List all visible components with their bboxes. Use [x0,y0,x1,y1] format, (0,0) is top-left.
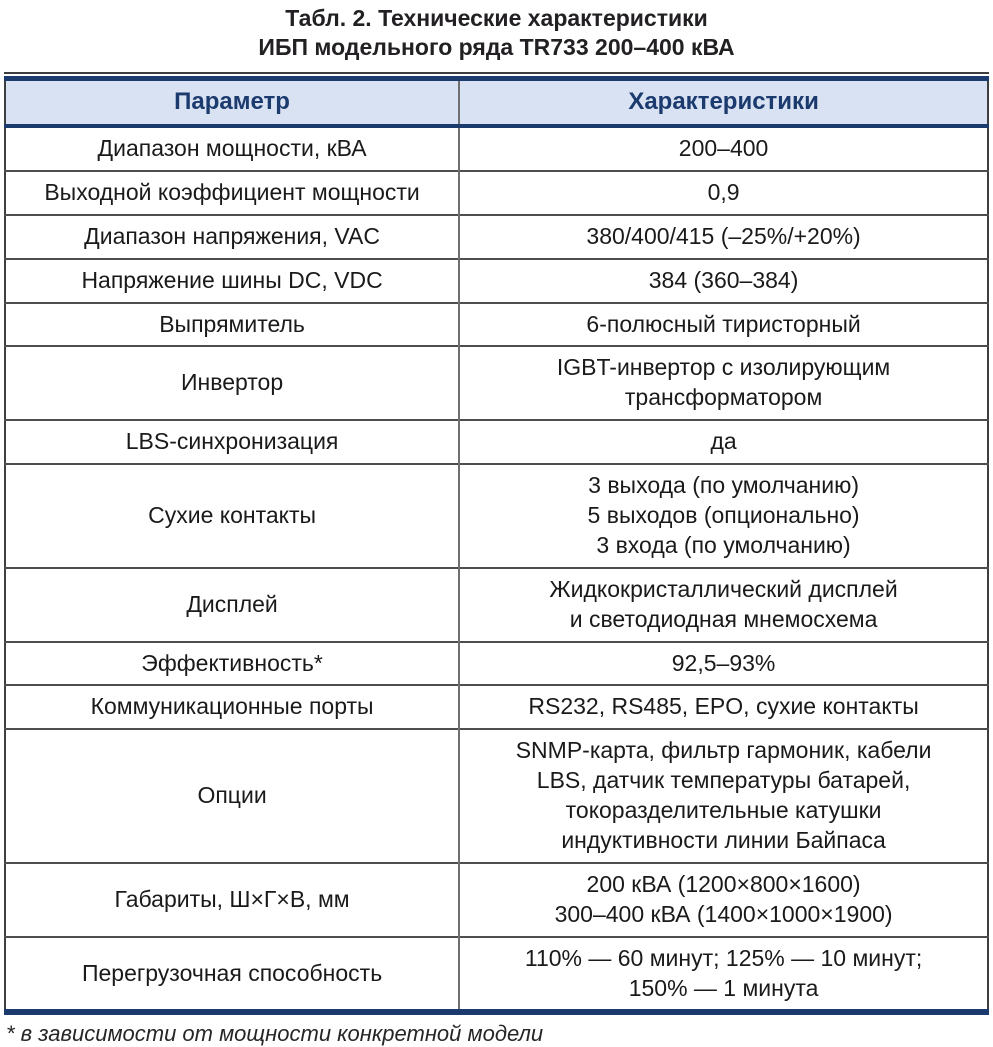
value-line: SNMP-карта, фильтр гармоник, кабели [515,737,932,764]
table-row [5,937,988,1013]
value-cell [459,215,988,259]
header-row [5,78,988,126]
param-cell: Выходной коэффициент мощности [5,171,459,215]
value-line: 6-полюсный тиристорный [586,310,861,337]
value-cell [459,642,988,686]
table-row [5,346,988,420]
value-line: 300–400 кВА (1400×1000×1900) [554,900,893,927]
value-cell [459,303,988,347]
table-title-line1: Табл. 2. Технические характеристики [285,5,708,31]
table-row [5,863,988,937]
param-cell: Напряжение шины DC, VDC [5,259,459,303]
param-cell: Выпрямитель [5,303,459,347]
value-line: 200 кВА (1200×800×1600) [586,870,861,897]
table-row [5,215,988,259]
value-line: LBS, датчик температуры батарей, [536,767,911,794]
value-line: RS232, RS485, EPO, сухие контакты [528,693,919,720]
value-cell [459,685,988,729]
param-cell: Инвертор [5,346,459,420]
value-line: 3 входа (по умолчанию) [596,531,851,558]
param-cell: Дисплей [5,568,459,642]
table-row [5,126,988,171]
table-row [5,685,988,729]
param-cell: LBS-синхронизация [5,420,459,464]
value-line: трансформатором [624,384,823,411]
value-line: 110% — 60 минут; 125% — 10 минут; [524,944,923,971]
footnote: * в зависимости от мощности конкретной модели [6,1021,544,1047]
value-line: 0,9 [707,178,740,205]
table-row [5,259,988,303]
table-row [5,420,988,464]
param-cell: Габариты, Ш×Г×В, мм [5,863,459,937]
value-line: токоразделительные катушки [565,797,882,824]
table-title [0,0,993,62]
value-line: да [710,428,737,455]
value-cell [459,420,988,464]
value-line: 3 выхода (по умолчанию) [588,472,859,499]
param-cell: Опции [5,729,459,863]
param-cell: Диапазон напряжения, VAC [5,215,459,259]
param-cell: Коммуникационные порты [5,685,459,729]
value-cell [459,259,988,303]
table-row [5,642,988,686]
value-cell [459,729,988,863]
table-wrapper [4,72,989,1015]
table-title-line2: ИБП модельного ряда TR733 200–400 кВА [258,33,735,60]
param-cell: Эффективность* [5,642,459,686]
table-row [5,568,988,642]
value-line: индуктивности линии Байпаса [561,826,886,853]
param-cell: Диапазон мощности, кВА [5,126,459,171]
value-line: 200–400 [678,134,769,161]
value-cell [459,126,988,171]
value-cell [459,171,988,215]
table-row [5,303,988,347]
value-line: 380/400/415 (–25%/+20%) [586,222,861,249]
value-cell [459,346,988,420]
param-cell: Перегрузочная способность [5,937,459,1013]
value-line: 92,5–93% [671,649,776,676]
value-line: и светодиодная мнемосхема [569,605,878,632]
column-header-characteristics: Характеристики [459,78,988,126]
value-line: 150% — 1 минута [628,974,819,1001]
param-cell: Сухие контакты [5,464,459,568]
table-body [5,126,988,1012]
value-cell [459,568,988,642]
column-header-parameter: Параметр [5,78,459,126]
table-row [5,464,988,568]
value-line: 384 (360–384) [648,266,799,293]
value-cell [459,863,988,937]
value-line: Жидкокристаллический дисплей [549,575,898,602]
value-cell [459,464,988,568]
spec-table [4,76,989,1015]
value-line: 5 выходов (опционально) [587,501,860,528]
value-cell [459,937,988,1013]
value-line: IGBT-инвертор с изолирующим [556,354,891,381]
table-row [5,729,988,863]
table-row [5,171,988,215]
